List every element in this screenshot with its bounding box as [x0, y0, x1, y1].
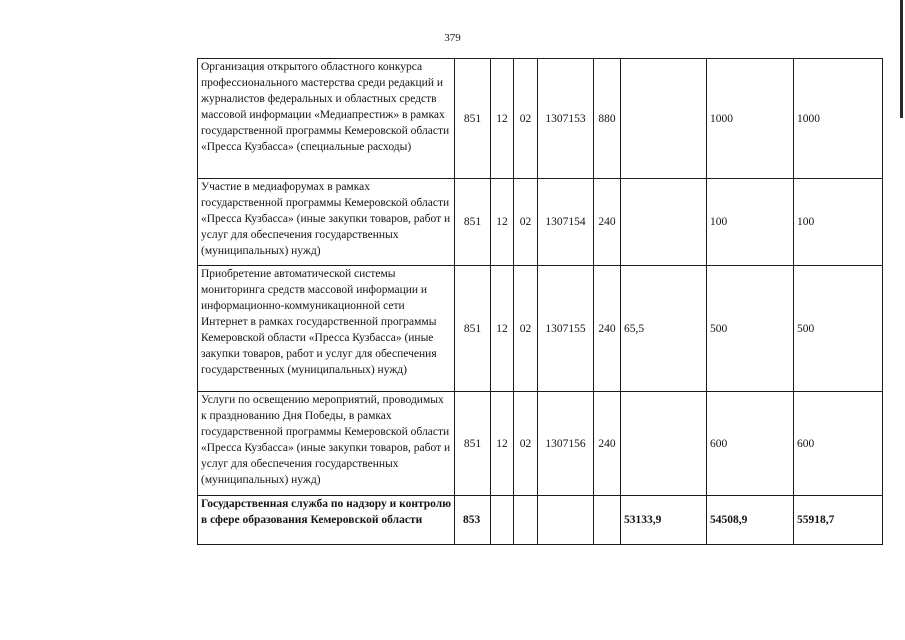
subsection-code: 02: [514, 392, 538, 496]
item-description: Участие в медиафорумах в рамках государственной программы Кемеровской области «Пресса Кузбасса» (иные закупки товаров, работ и услуг для обеспечения государственных (муниципальных) нужд): [198, 179, 455, 266]
ministry-code: 851: [455, 392, 491, 496]
expense-type-code: 240: [594, 179, 621, 266]
section-code: 12: [491, 392, 514, 496]
page-number: 379: [444, 32, 461, 44]
amount-1: [621, 59, 707, 179]
table-row: [198, 59, 883, 179]
amount-3: 500: [794, 266, 883, 392]
section-code: [491, 496, 514, 545]
amount-1: [621, 179, 707, 266]
amount-2: 54508,9: [707, 496, 794, 545]
subsection-code: 02: [514, 266, 538, 392]
expense-type-code: [594, 496, 621, 545]
item-description: Организация открытого областного конкурса профессионального мастерства среди редакций и журналистов федеральных и областных средств массовой информации «Медиапрестиж» в рамках государственной программы Кемеровской области «Пресса Кузбасса» (специальные расходы): [198, 59, 455, 179]
section-code: 12: [491, 179, 514, 266]
budget-table: [197, 58, 883, 545]
table-row: [198, 392, 883, 496]
expense-type-code: 240: [594, 266, 621, 392]
scan-edge-mark: [900, 0, 903, 118]
section-code: 12: [491, 59, 514, 179]
amount-2: 500: [707, 266, 794, 392]
ministry-code: 853: [455, 496, 491, 545]
item-description: Государственная служба по надзору и контролю в сфере образования Кемеровской области: [198, 496, 455, 545]
expense-type-code: 240: [594, 392, 621, 496]
amount-2: 600: [707, 392, 794, 496]
amount-3: 55918,7: [794, 496, 883, 545]
ministry-code: 851: [455, 266, 491, 392]
amount-1: 53133,9: [621, 496, 707, 545]
subsection-code: 02: [514, 179, 538, 266]
subsection-code: [514, 496, 538, 545]
target-article-code: [538, 496, 594, 545]
table-row-total: [198, 496, 883, 545]
target-article-code: 1307154: [538, 179, 594, 266]
ministry-code: 851: [455, 59, 491, 179]
target-article-code: 1307156: [538, 392, 594, 496]
amount-1: [621, 392, 707, 496]
item-description: Приобретение автоматической системы мониторинга средств массовой информации и информационно-коммуникационной сети Интернет в рамках государственной программы Кемеровской области «Пресса Кузбасса» (иные закупки товаров, работ и услуг для обеспечения государственных (муниципальных) нужд): [198, 266, 455, 392]
target-article-code: 1307153: [538, 59, 594, 179]
ministry-code: 851: [455, 179, 491, 266]
subsection-code: 02: [514, 59, 538, 179]
item-description: Услуги по освещению мероприятий, проводимых к празднованию Дня Победы, в рамках государственной программы Кемеровской области «Пресса Кузбасса» (иные закупки товаров, работ и услуг для обеспечения государственных (муниципальных) нужд): [198, 392, 455, 496]
expense-type-code: 880: [594, 59, 621, 179]
table-row: [198, 179, 883, 266]
section-code: 12: [491, 266, 514, 392]
amount-3: 100: [794, 179, 883, 266]
amount-2: 1000: [707, 59, 794, 179]
amount-3: 600: [794, 392, 883, 496]
target-article-code: 1307155: [538, 266, 594, 392]
amount-2: 100: [707, 179, 794, 266]
table-row: [198, 266, 883, 392]
amount-3: 1000: [794, 59, 883, 179]
amount-1: 65,5: [621, 266, 707, 392]
